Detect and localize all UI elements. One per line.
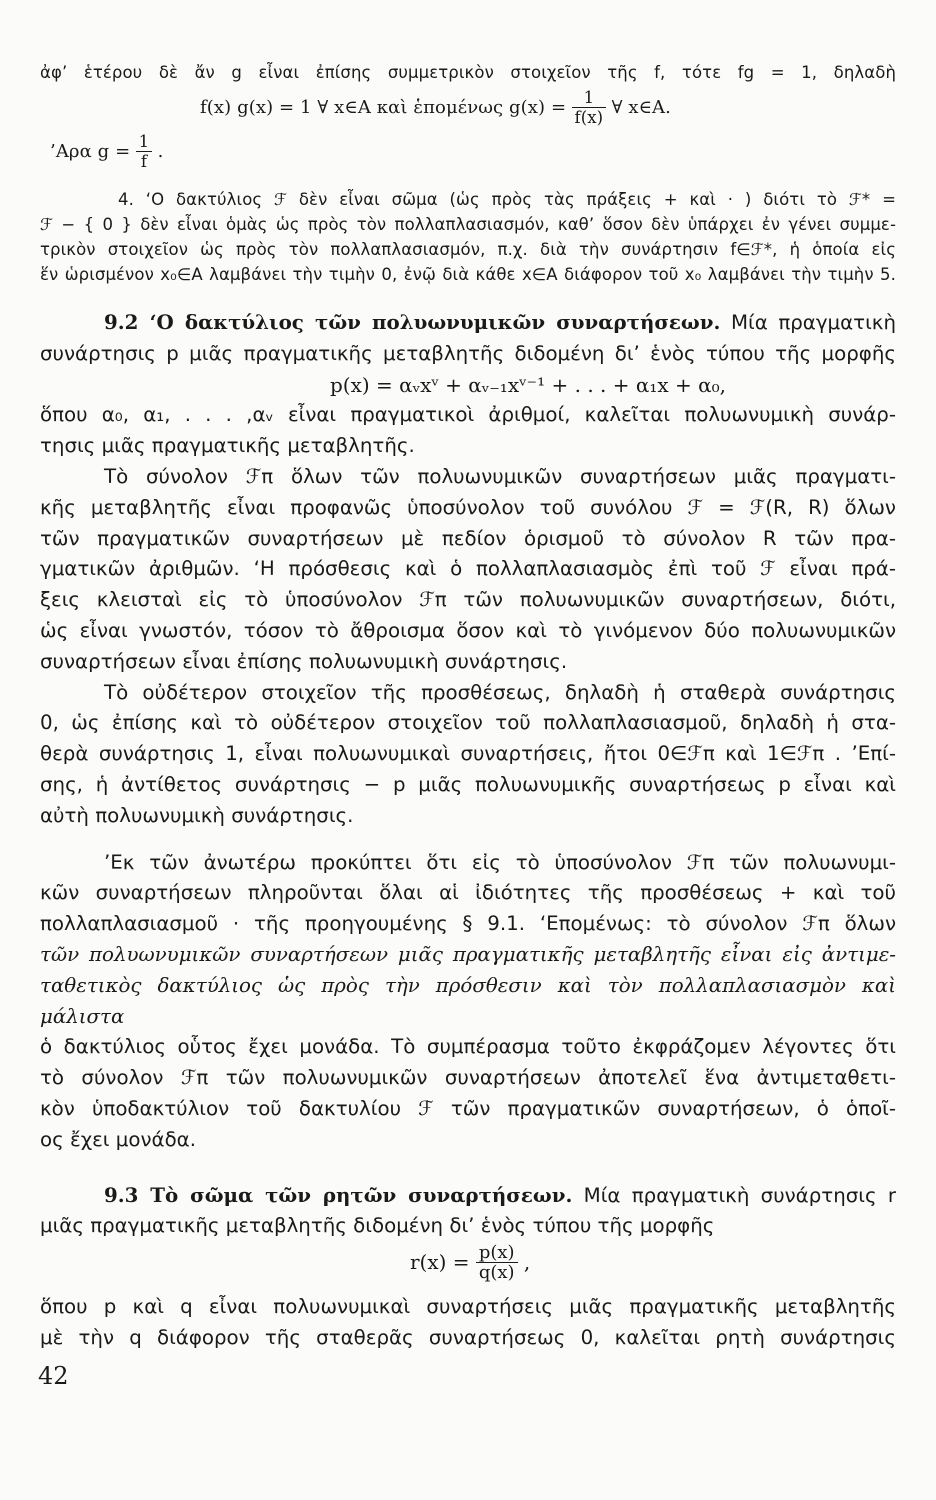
text-line: ἕν ὡρισμένον x₀∈A λαμβάνει τὴν τιμὴν 0, ἐνῷ διὰ κάθε x∈A διάφορον τοῦ x₀ λαμβάνει τὴν τιμὴν 5. [40,265,896,284]
fraction-numerator: 1 [136,133,153,152]
text-line: γματικῶν ἀριθμῶν. ‘Η πρόσθεσις καὶ ὁ πολλαπλασιασμὸς ἐπὶ τοῦ ℱ εἶναι πρά- [40,557,896,581]
fraction-denominator: q(x) [478,1262,515,1284]
text-line: Τὸ οὐδέτερον στοιχεῖον τῆς προσθέσεως, δηλαδὴ ἡ σταθερὰ συνάρτησις [104,680,896,704]
text-line: τῶν πολυωνυμικῶν συναρτήσεων μιᾶς πραγματικῆς μεταβλητῆς εἶναι εἰς ἀντιμε- [40,942,896,966]
paragraph [40,678,896,832]
page-content [40,60,896,1354]
rational-formula [40,1244,896,1292]
text-line: κῆς μεταβλητῆς εἶναι προφανῶς ὑποσύνολον τοῦ συνόλου ℱ = ℱ(R, R) ὅλων [40,495,896,519]
fraction-numerator: 1 [572,89,607,108]
text-line: συναρτήσεων εἶναι ἐπίσης πολυωνυμικὴ συνάρτησις. [40,649,568,673]
text-line: θερὰ συνάρτησις 1, εἶναι πολυωνυμικαὶ συναρτήσεις, ἤτοι 0∈ℱπ καὶ 1∈ℱπ . ’Επί- [40,742,896,766]
section-heading: 9.2 ‘Ο δακτύλιος τῶν πολυωνυμικῶν συναρτήσεων. [104,310,721,334]
text-line: ’Εκ τῶν ἀνωτέρω προκύπτει ὅτι εἰς τὸ ὑποσύνολον ℱπ τῶν πολυωνυμι- [104,850,896,874]
text-line: ℱ − { 0 } δὲν εἶναι ὁμὰς ὡς πρὸς τὸν πολλαπλασιασμόν, καθ’ ὅσον δὲν ὑπάρχει ἐν γένει συμμε- [40,215,896,234]
conclusion-equation [40,133,896,179]
item-4 [40,187,896,287]
text-line: ὁ δακτύλιος οὗτος ἔχει μονάδα. Τὸ συμπέρασμα τοῦτο ἐκφράζομεν λέγοντες ὅτι [40,1035,896,1059]
paragraph [40,462,896,678]
text-line: ὅπου p καὶ q εἶναι πολυωνυμικαὶ συναρτήσεις μιᾶς πραγματικῆς μεταβλητῆς [40,1295,896,1319]
text-line: ος ἔχει μονάδα. [40,1127,196,1151]
text-line: τῶν πραγματικῶν συναρτήσεων μὲ πεδίον ὁρισμοῦ τὸ σύνολον R τῶν πρα- [40,526,896,550]
paragraph [40,848,896,1156]
formula-fraction [476,1244,518,1283]
formula-right: , [523,1250,531,1275]
text-line: τὸ σύνολον ℱπ τῶν πολυωνυμικῶν συναρτήσεων ἀποτελεῖ ἕνα ἀντιμεταθετι- [40,1066,896,1090]
page-number: 42 [38,1362,69,1390]
top-block [40,60,896,179]
text-line: συνάρτησις p μιᾶς πραγματικῆς μεταβλητῆς διδομένη δι’ ἑνὸς τύπου τῆς μορφῆς [40,341,896,365]
text-line: 0, ὡς ἐπίσης καὶ τὸ οὐδέτερον στοιχεῖον τοῦ πολλαπλασιασμοῦ, δηλαδὴ ἡ στα- [40,711,896,735]
conclusion-left: ’Αρα g = [50,141,131,162]
fraction-denominator: f [140,152,148,171]
text-line: πολλαπλασιασμοῦ · τῆς προηγουμένης § 9.1. ‘Επομένως: τὸ σύνολον ℱπ ὅλων [40,912,896,936]
conclusion-fraction [136,133,153,172]
text-line: Τὸ σύνολον ℱπ ὅλων τῶν πολυωνυμικῶν συναρτήσεων μιᾶς πραγματι- [104,464,896,488]
section-9-3 [40,1180,896,1354]
equation-1-fraction [572,89,607,128]
section-heading-line [40,307,896,339]
text-line: τησις μιᾶς πραγματικῆς μεταβλητῆς. [40,434,415,458]
formula-left: r(x) = [410,1250,470,1275]
text-line: μὲ τὴν q διάφορον τῆς σταθερᾶς συναρτήσεως 0, καλεῖται ρητὴ συνάρτησις [40,1325,896,1349]
text-line: αὐτὴ πολυωνυμικὴ συνάρτησις. [40,803,354,827]
text: Μία πραγματικὴ [730,311,896,334]
equation-1-right: ∀ x∈A. [611,97,671,118]
equation-1 [40,89,896,133]
section-heading-line [40,1180,896,1212]
text-line: μιᾶς πραγματικῆς μεταβλητῆς διδομένη δι’ ἑνὸς τύπου τῆς μορφῆς [40,1214,715,1238]
section-9-2 [40,307,896,1156]
text-line: ἀφ’ ἑτέρου δὲ ἄν g εἶναι ἐπίσης συμμετρικὸν στοιχεῖον τῆς f, τότε fg = 1, δηλαδὴ [40,63,896,82]
text-line: ταθετικὸς δακτύλιος ὡς πρὸς τὴν πρόσθεσιν καὶ τὸν πολλαπλασιασμὸν καὶ μάλιστα [40,973,896,1028]
text-line: ὅπου α₀, α₁, . . . ,αᵥ εἶναι πραγματικοὶ ἀριθμοί, καλεῖται πολυωνυμικὴ συνάρ- [40,403,896,427]
text-line: κῶν συναρτήσεων πληροῦνται ὅλαι αἱ ἰδιότητες τῆς προσθέσεως + καὶ τοῦ [40,881,896,905]
text: Μία πραγματικὴ συνάρτησις r [583,1183,896,1207]
text-line: 4. ‘Ο δακτύλιος ℱ δὲν εἶναι σῶμα (ὡς πρὸς τὰς πράξεις + καὶ · ) διότι τὸ ℱ* = [118,190,896,209]
text-line: ὡς εἶναι γνωστόν, τόσον τὸ ἄθροισμα ὅσον καὶ τὸ γινόμενον δύο πολυωνυμικῶν [40,618,896,642]
text-line: τρικὸν στοιχεῖον ὡς πρὸς τὸν πολλαπλασιασμόν, π.χ. διὰ τὴν συνάρτησιν f∈ℱ*, ἡ ὁποία εἰς [40,240,896,259]
equation-1-left: f(x) g(x) = 1 ∀ x∈A καὶ ἑπομένως g(x) = [200,97,567,118]
text-line: σης, ἡ ἀντίθετος συνάρτησις − p μιᾶς πολυωνυμικῆς συναρτήσεως p εἶναι καὶ [40,772,896,796]
fraction-numerator: p(x) [476,1244,518,1263]
conclusion-right: . [157,141,164,162]
text-line: κὸν ὑποδακτύλιον τοῦ δακτυλίου ℱ τῶν πραγματικῶν συναρτήσεων, ὁ ὁποῖ- [40,1096,896,1120]
text-line: ξεις κλεισταὶ εἰς τὸ ὑποσύνολον ℱπ τῶν πολυωνυμικῶν συναρτήσεων, διότι, [40,588,896,612]
section-heading: 9.3 Τὸ σῶμα τῶν ρητῶν συναρτήσεων. [104,1182,573,1207]
fraction-denominator: f(x) [574,108,604,127]
polynomial-formula: p(x) = αᵥxᵛ + αᵥ₋₁xᵛ⁻¹ + . . . + α₁x + α₀, [329,372,727,397]
